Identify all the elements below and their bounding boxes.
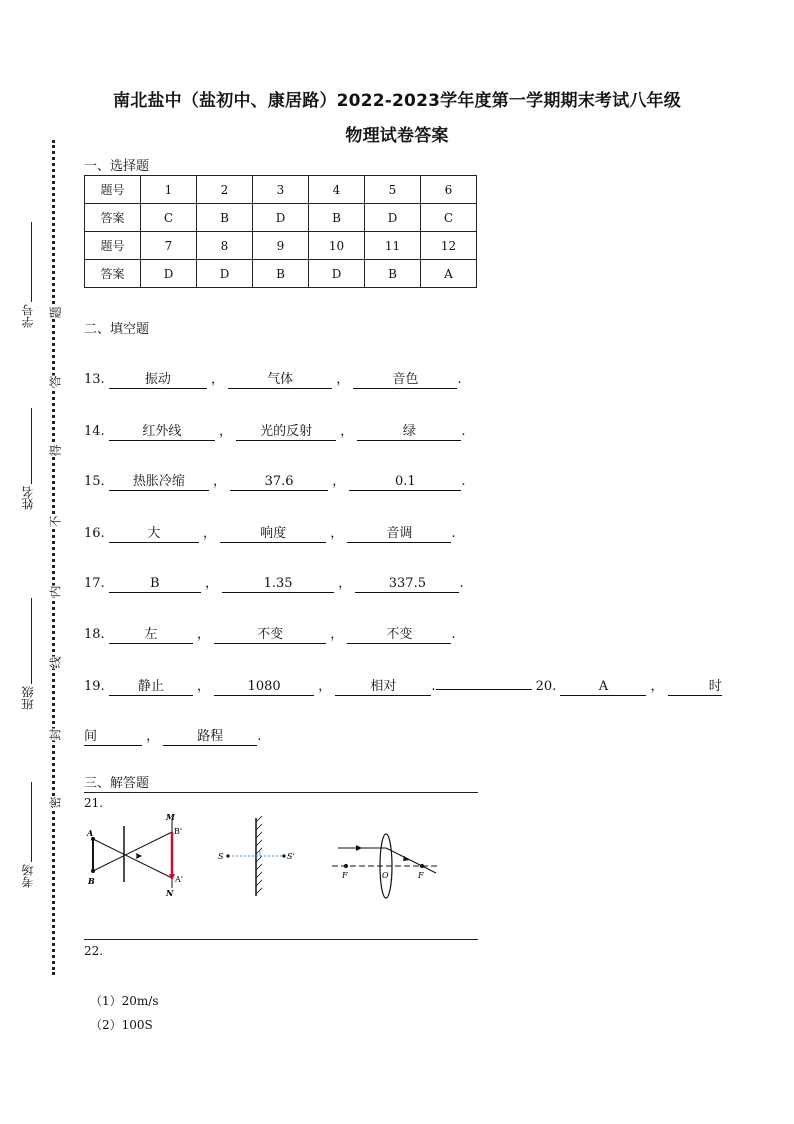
label-S: S (218, 852, 224, 861)
answer-blank: A (560, 678, 646, 696)
section-solve-heading: 三、解答题 (84, 776, 150, 791)
answer-blank: 光的反射 (236, 423, 336, 441)
table-cell: B (365, 260, 421, 288)
table-row (85, 260, 477, 288)
exam-room-label: 考场 (21, 864, 35, 888)
class-label: 班级 (21, 686, 35, 710)
table-cell: 11 (365, 232, 421, 260)
exam-room-line (31, 782, 32, 862)
question-number: 17. (84, 576, 105, 591)
fill-question-17: 17. B ， 1.35 ， 337.5 . (84, 576, 464, 591)
answer-blank: 37.6 (230, 473, 328, 491)
table-cell: 6 (421, 176, 477, 204)
name-line (31, 408, 32, 484)
name-label: 姓名 (21, 486, 35, 510)
label-A-image: A' (175, 875, 183, 884)
answer-blank: 时 (668, 678, 722, 696)
answer-blank: 绿 (357, 423, 461, 441)
table-cell: 8 (197, 232, 253, 260)
class-line (31, 598, 32, 684)
table-cell: 题号 (85, 232, 141, 260)
label-B-image: B' (174, 827, 183, 836)
question-number: 21. (84, 796, 104, 810)
table-cell: 9 (253, 232, 309, 260)
answer-blank: 振动 (109, 371, 207, 389)
question-number: 14. (84, 424, 105, 439)
question-number: 15. (84, 474, 105, 489)
label-S-image: S' (287, 852, 295, 861)
binding-dotted-line (52, 140, 55, 975)
answer-blank: 相对 (335, 678, 431, 696)
answer-blank: 气体 (228, 371, 332, 389)
answer-blank: 1.35 (222, 575, 334, 593)
table-cell: 5 (365, 176, 421, 204)
student-id-label: 学号 (21, 304, 35, 328)
table-cell: 7 (141, 232, 197, 260)
answer-blank: 静止 (109, 678, 193, 696)
answer-line: （1）20m/s (90, 994, 159, 1008)
table-cell: 1 (141, 176, 197, 204)
fill-question-14: 14. 红外线 ， 光的反射 ， 绿 . (84, 424, 466, 439)
table-cell: D (309, 260, 365, 288)
answer-line: （2）100S (90, 1018, 153, 1032)
question-number: 16. (84, 526, 105, 541)
fill-question-18: 18. 左 ， 不变 ， 不变 . (84, 627, 456, 642)
label-M: M (166, 812, 175, 822)
table-row (85, 204, 477, 232)
plane-mirror-figure (214, 814, 304, 900)
answer-blank: 红外线 (109, 423, 215, 441)
fill-question-13: 13. 振动 ， 气体 ， 音色 . (84, 372, 462, 387)
fill-question-20-cont: 间 ， 路程 . (84, 729, 262, 744)
answer-blank: 路程 (163, 728, 257, 746)
section-fill-heading: 二、填空题 (84, 322, 150, 337)
question-number: 22. (84, 944, 104, 958)
table-cell: 2 (197, 176, 253, 204)
answer-blank: B (109, 575, 201, 593)
seal-char: 得 (45, 444, 66, 456)
label-B: B (88, 876, 95, 886)
table-row (85, 232, 477, 260)
label-O: O (382, 871, 389, 880)
answer-blank: 热胀冷缩 (109, 473, 209, 491)
seal-char: 内 (45, 585, 66, 597)
table-cell: 答案 (85, 204, 141, 232)
table-cell: 4 (309, 176, 365, 204)
exam-title: 南北盐中（盐初中、康居路）2022-2023学年度第一学期期末考试八年级 (113, 91, 681, 111)
table-cell: C (141, 204, 197, 232)
table-cell: D (197, 260, 253, 288)
question-number: 18. (84, 627, 105, 642)
answer-table (84, 175, 477, 288)
answer-blank: 间 (84, 728, 142, 746)
seal-char: 密 (45, 796, 66, 808)
table-cell: B (253, 260, 309, 288)
student-id-line (31, 222, 32, 302)
fill-question-15: 15. 热胀冷缩 ， 37.6 ， 0.1 . (84, 474, 466, 489)
table-cell: 答案 (85, 260, 141, 288)
answer-blank (436, 689, 532, 690)
label-A: A (87, 828, 94, 838)
table-cell: D (365, 204, 421, 232)
answer-blank: 音调 (347, 525, 451, 543)
seal-char: 答 (45, 375, 66, 387)
label-N: N (166, 888, 174, 898)
fill-question-19-20: 19. 静止 ， 1080 ， 相对 . 20. A ， 时 (84, 679, 722, 694)
answer-blank: 音色 (353, 371, 457, 389)
table-cell: D (253, 204, 309, 232)
table-cell: 10 (309, 232, 365, 260)
table-cell: B (309, 204, 365, 232)
answer-blank: 337.5 (355, 575, 459, 593)
answer-blank: 1080 (214, 678, 314, 696)
pinhole-figure (84, 812, 224, 898)
table-cell: 12 (421, 232, 477, 260)
answer-blank: 0.1 (349, 473, 461, 491)
table-cell: D (141, 260, 197, 288)
label-F-right: F (418, 871, 424, 880)
seal-char: 不 (45, 515, 66, 527)
divider (84, 792, 478, 793)
divider (84, 939, 478, 940)
question-number: 13. (84, 372, 105, 387)
answer-blank: 响度 (220, 525, 326, 543)
convex-lens-figure (330, 818, 442, 900)
table-cell: 题号 (85, 176, 141, 204)
seal-char: 线 (45, 656, 66, 668)
answer-blank: 大 (109, 525, 199, 543)
seal-char: 封 (45, 728, 66, 740)
answer-blank: 不变 (347, 626, 451, 644)
table-cell: A (421, 260, 477, 288)
answer-blank: 不变 (214, 626, 326, 644)
question-number: 19. (84, 679, 105, 694)
table-cell: 3 (253, 176, 309, 204)
exam-subtitle: 物理试卷答案 (345, 126, 449, 146)
question-number: 20. (535, 679, 557, 694)
table-cell: B (197, 204, 253, 232)
table-cell: C (421, 204, 477, 232)
seal-char: 题 (45, 306, 66, 318)
label-F-left: F (342, 871, 348, 880)
fill-question-16: 16. 大 ， 响度 ， 音调 . (84, 526, 456, 541)
table-row (85, 176, 477, 204)
section-choice-heading: 一、选择题 (84, 159, 150, 174)
answer-blank: 左 (109, 626, 193, 644)
